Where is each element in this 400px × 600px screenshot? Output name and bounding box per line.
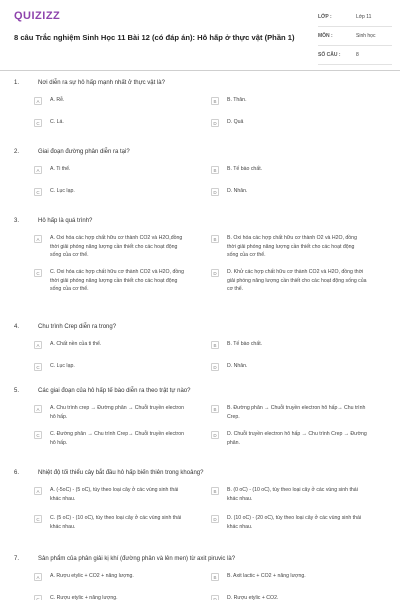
option-letter-box[interactable]: B: [211, 97, 219, 105]
answer-option[interactable]: [34, 514, 211, 542]
question-heading: [0, 320, 400, 334]
answer-grid: [34, 165, 388, 209]
question-item: [0, 320, 400, 384]
answer-option[interactable]: [211, 362, 388, 384]
answer-text: C. Rượu etylic + năng lượng.: [50, 595, 118, 600]
option-letter-box[interactable]: A: [34, 341, 42, 349]
answer-row: [34, 514, 388, 542]
answer-option[interactable]: [34, 362, 211, 384]
question-item: [0, 145, 400, 209]
answer-option[interactable]: [211, 514, 388, 542]
answer-text: C. Lục lạp.: [50, 188, 75, 194]
answer-option[interactable]: [34, 572, 211, 594]
option-letter-box[interactable]: A: [34, 235, 42, 243]
page-title: 8 câu Trắc nghiệm Sinh Học 11 Bài 12 (có đáp án): Hô hấp ở thực vật (Phần 1): [14, 33, 295, 42]
answer-text: B. Thân.: [227, 97, 247, 103]
quizizz-logo: QUIZIZZ: [14, 10, 61, 22]
answer-option[interactable]: [34, 404, 211, 430]
question-item: [0, 76, 400, 140]
question-heading: [0, 466, 400, 480]
answer-text: C. Lá.: [50, 119, 64, 125]
answer-text: B. Đường phân → Chuỗi truyền electron hô hấp→ Chu trình Crep.: [227, 405, 366, 420]
question-number: 5.: [14, 388, 20, 394]
question-item: [0, 466, 400, 542]
option-letter-box[interactable]: B: [211, 573, 219, 581]
option-letter-box[interactable]: B: [211, 235, 219, 243]
answer-option[interactable]: [34, 268, 211, 302]
meta-count: SỐ CÂU : 8: [318, 46, 392, 65]
answer-row: [34, 430, 388, 456]
answer-text: C. Đường phân → Chu trình Crep→ Chuỗi truyền electron hô hấp.: [50, 431, 185, 446]
option-letter-box[interactable]: D: [211, 515, 219, 523]
question-heading: [0, 384, 400, 398]
answer-row: [34, 118, 388, 140]
option-letter-box[interactable]: D: [211, 188, 219, 196]
answer-text: A. (-5oC) - (5 oC), tùy theo loại cây ở các vùng sinh thái khác nhau.: [50, 487, 179, 502]
answer-text: C. Lục lạp.: [50, 363, 75, 369]
question-text: Nơi diễn ra sự hô hấp mạnh nhất ở thực vật là?: [38, 80, 165, 86]
option-letter-box[interactable]: B: [211, 166, 219, 174]
question-text: Sản phẩm của phân giải kị khí (đường phân và lên men) từ axit piruvic là?: [38, 556, 236, 562]
answer-row: [34, 96, 388, 118]
answer-option[interactable]: [34, 165, 211, 187]
answer-row: [34, 234, 388, 268]
answer-text: D. Khử các hợp chất hữu cơ thành CO2 và H2O, đồng thời giải phóng năng lượng cần thiết cho các hoạt động sống của cơ thể.: [227, 269, 367, 293]
option-letter-box[interactable]: C: [34, 431, 42, 439]
option-letter-box[interactable]: D: [211, 431, 219, 439]
answer-option[interactable]: [34, 234, 211, 268]
question-heading: [0, 145, 400, 159]
answer-option[interactable]: [211, 430, 388, 456]
answer-grid: [34, 572, 388, 600]
option-letter-box[interactable]: C: [34, 269, 42, 277]
answer-text: B. (0 oC) - (10 oC), tùy theo loại cây ở các vùng sinh thái khác nhau.: [227, 487, 358, 502]
answer-text: D. Rượu etylic + CO2.: [227, 595, 279, 600]
answer-option[interactable]: [34, 187, 211, 209]
answer-row: [34, 362, 388, 384]
option-letter-box[interactable]: A: [34, 487, 42, 495]
question-heading: [0, 76, 400, 90]
option-letter-box[interactable]: B: [211, 341, 219, 349]
option-letter-box[interactable]: D: [211, 119, 219, 127]
answer-text: D. Quả: [227, 119, 244, 125]
answer-option[interactable]: [34, 96, 211, 118]
answer-row: [34, 340, 388, 362]
answer-option[interactable]: [211, 594, 388, 600]
question-number: 6.: [14, 470, 20, 476]
answer-option[interactable]: [211, 118, 388, 140]
question-number: 1.: [14, 80, 20, 86]
answer-text: B. Tế bào chất.: [227, 166, 263, 172]
answer-text: C. Oxi hóa các hợp chất hữu cơ thành CO2 và H2O, đồng thời giải phóng năng lượng cần thiết cho các hoạt động sống của cơ thể.: [50, 269, 184, 293]
answer-text: D. Nhân.: [227, 188, 248, 194]
answer-row: [34, 486, 388, 514]
question-item: [0, 552, 400, 600]
option-letter-box[interactable]: A: [34, 166, 42, 174]
answer-text: A. Chu trình crep → Đường phân → Chuỗi truyền electron hô hấp.: [50, 405, 185, 420]
answer-text: A. Ti thể.: [50, 166, 71, 172]
answer-row: [34, 572, 388, 594]
question-number: 7.: [14, 556, 20, 562]
worksheet-meta: [318, 8, 392, 65]
answer-row: [34, 404, 388, 430]
answer-row: [34, 268, 388, 302]
worksheet-header: [0, 0, 400, 71]
answer-option[interactable]: [34, 340, 211, 362]
option-letter-box[interactable]: A: [34, 97, 42, 105]
option-letter-box[interactable]: D: [211, 595, 219, 600]
answer-option[interactable]: [34, 594, 211, 600]
meta-class: LỚP : Lớp 11: [318, 8, 392, 27]
answer-text: C. (5 oC) - (10 oC), tùy theo loại cây ở các vùng sinh thái khác nhau.: [50, 515, 182, 530]
answer-option[interactable]: [34, 486, 211, 514]
answer-grid: [34, 234, 388, 302]
answer-option[interactable]: [211, 486, 388, 514]
option-letter-box[interactable]: B: [211, 487, 219, 495]
answer-text: A. Chất nền của ti thể.: [50, 341, 102, 347]
answer-row: [34, 187, 388, 209]
option-letter-box[interactable]: C: [34, 188, 42, 196]
question-text: Hô hấp là quá trình?: [38, 218, 93, 224]
answer-grid: [34, 340, 388, 384]
answer-text: D. (10 oC) - (20 oC), tùy theo loại cây ở các vùng sinh thái khác nhau.: [227, 515, 362, 530]
question-number: 2.: [14, 149, 20, 155]
question-heading: [0, 214, 400, 228]
answer-text: A. Rễ.: [50, 97, 65, 103]
question-number: 4.: [14, 324, 20, 330]
option-letter-box[interactable]: A: [34, 573, 42, 581]
answer-option[interactable]: [211, 96, 388, 118]
answer-grid: [34, 404, 388, 456]
answer-text: D. Nhân.: [227, 363, 248, 369]
answer-option[interactable]: [211, 165, 388, 187]
answer-option[interactable]: [34, 430, 211, 456]
answer-row: [34, 594, 388, 600]
answer-text: B. Axit lactic + CO2 + năng lượng.: [227, 573, 306, 579]
answer-text: D. Chuỗi truyền electron hô hấp → Chu trình Crep → Đường phân.: [227, 431, 367, 446]
option-letter-box[interactable]: C: [34, 119, 42, 127]
answer-text: A. Rượu etylic + CO2 + năng lượng.: [50, 573, 134, 579]
answer-text: B. Oxi hóa các hợp chất hữu cơ thành O2 và H2O, đồng thời giải phóng năng lượng cần thiết cho các hoạt động sống của cơ thể.: [227, 235, 357, 259]
answer-grid: [34, 96, 388, 140]
question-item: [0, 384, 400, 456]
question-text: Nhiệt độ tối thiểu cây bắt đầu hô hấp biến thiên trong khoảng?: [38, 470, 204, 476]
question-number: 3.: [14, 218, 20, 224]
option-letter-box[interactable]: D: [211, 269, 219, 277]
question-text: Giai đoạn đường phân diễn ra tại?: [38, 149, 130, 155]
question-heading: [0, 552, 400, 566]
question-text: Chu trình Crep diễn ra trong?: [38, 324, 117, 330]
answer-option[interactable]: [211, 234, 388, 268]
option-letter-box[interactable]: A: [34, 405, 42, 413]
option-letter-box[interactable]: B: [211, 405, 219, 413]
answer-option[interactable]: [211, 404, 388, 430]
question-item: [0, 214, 400, 302]
option-letter-box[interactable]: D: [211, 363, 219, 371]
meta-subject: MÔN : Sinh học: [318, 27, 392, 46]
answer-option[interactable]: [211, 187, 388, 209]
answer-option[interactable]: [211, 572, 388, 594]
answer-option[interactable]: [211, 268, 388, 302]
answer-text: B. Tế bào chất.: [227, 341, 263, 347]
option-letter-box[interactable]: C: [34, 363, 42, 371]
answer-grid: [34, 486, 388, 542]
option-letter-box[interactable]: C: [34, 595, 42, 600]
answer-row: [34, 165, 388, 187]
option-letter-box[interactable]: C: [34, 515, 42, 523]
question-text: Các giai đoạn của hô hấp tế bào diễn ra theo trật tự nào?: [38, 388, 191, 394]
answer-option[interactable]: [211, 340, 388, 362]
answer-text: A. Oxi hóa các hợp chất hữu cơ thành CO2 và H2O,đồng thời giải phóng năng lượng cần thiết cho các hoạt động sống của cơ thể.: [50, 235, 183, 259]
answer-option[interactable]: [34, 118, 211, 140]
